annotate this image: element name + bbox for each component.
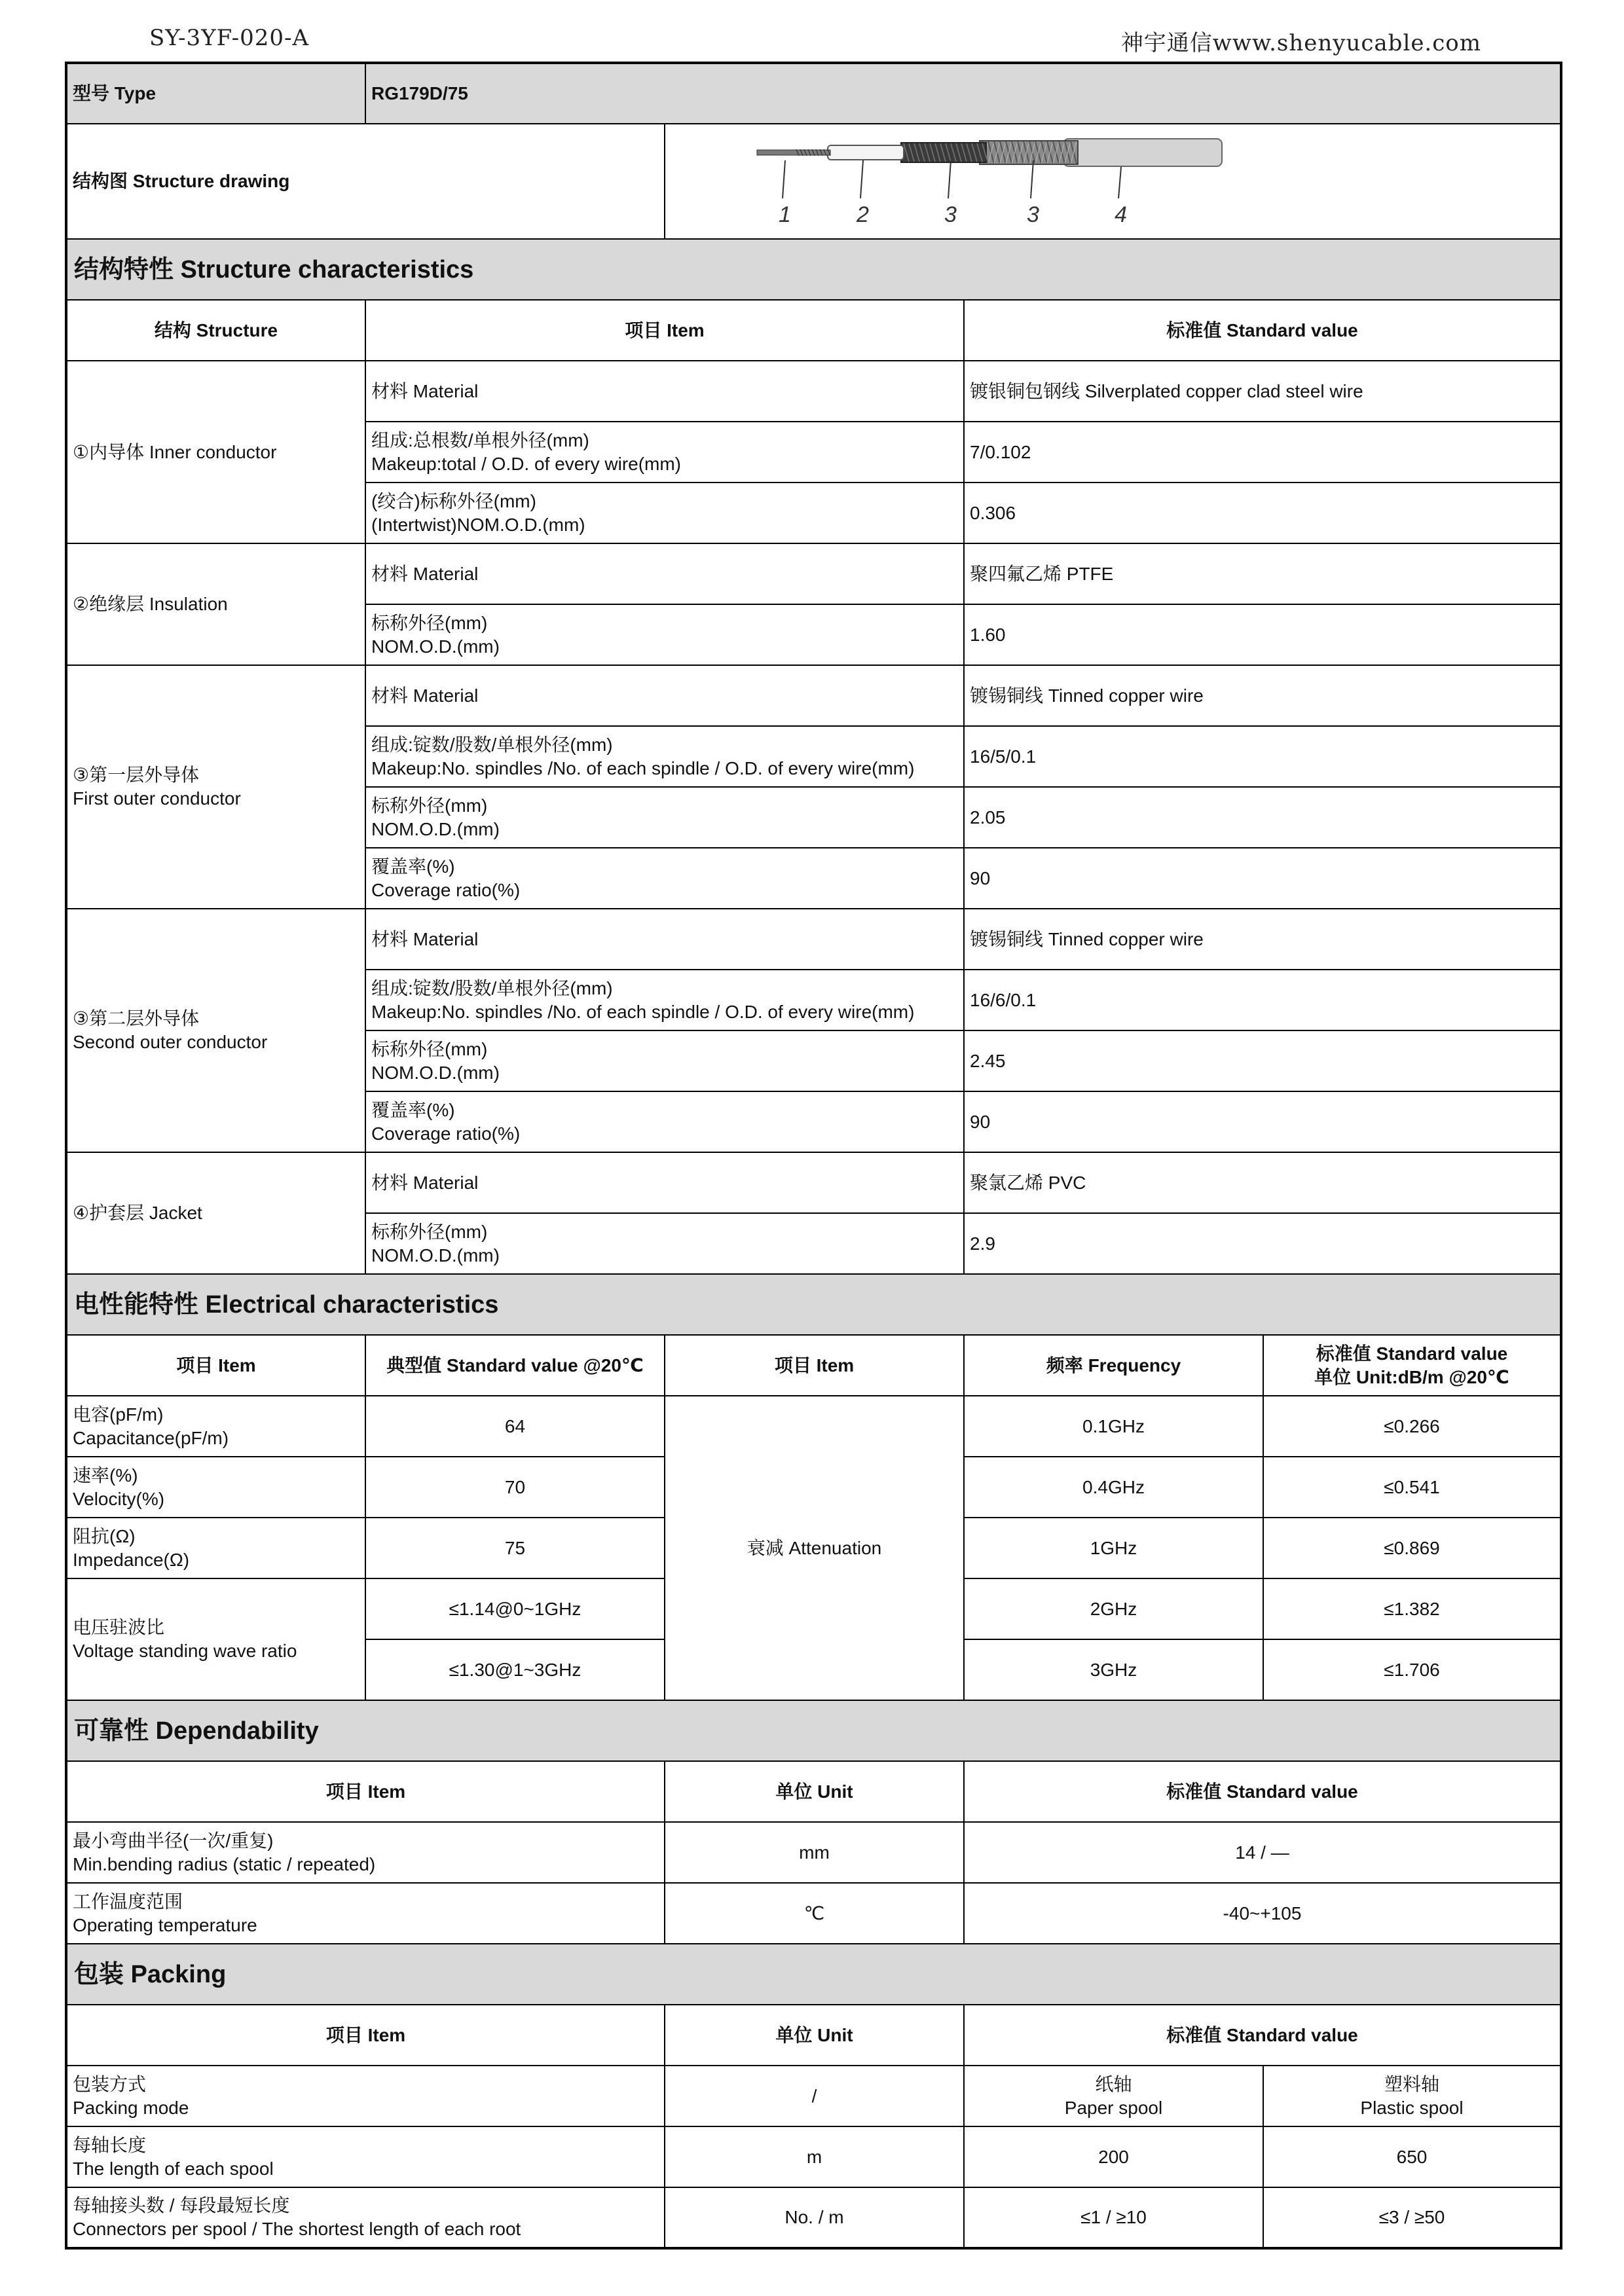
structure-drawing-cell (665, 124, 1561, 239)
structure-item: 标称外径(mm) NOM.O.D.(mm) (365, 1030, 964, 1091)
packing-header-row (66, 2005, 1561, 2066)
attenuation-value: ≤0.266 (1263, 1396, 1561, 1457)
structure-item: 标称外径(mm) NOM.O.D.(mm) (365, 787, 964, 848)
electrical-col-header-1: 项目 Item (66, 1335, 365, 1396)
structure-item: 标称外径(mm) NOM.O.D.(mm) (365, 604, 964, 665)
structure-item: 材料 Material (365, 909, 964, 970)
dependability-item: 最小弯曲半径(一次/重复) Min.bending radius (static / repeated) (66, 1822, 665, 1883)
insulation-layer (828, 145, 904, 160)
structure-row (66, 543, 1561, 604)
electrical-item: 阻抗(Ω) Impedance(Ω) (66, 1518, 365, 1578)
structure-value: 2.05 (964, 787, 1561, 848)
cable-cross-section-drawing (665, 125, 1557, 238)
structure-name: ①内导体 Inner conductor (66, 361, 365, 543)
callout-leader-5 (1118, 167, 1121, 198)
structure-row (66, 909, 1561, 970)
inner-conductor (757, 150, 830, 155)
callout-leader-1 (783, 160, 785, 198)
packing-item: 包装方式 Packing mode (66, 2066, 665, 2126)
packing-value-plastic-spool: 650 (1263, 2126, 1561, 2187)
packing-value-paper-spool: 纸轴 Paper spool (964, 2066, 1263, 2126)
packing-value-paper-spool: 200 (964, 2126, 1263, 2187)
electrical-col-header-3: 项目 Item (665, 1335, 964, 1396)
packing-unit: m (665, 2126, 964, 2187)
dependability-value: -40~+105 (964, 1883, 1561, 1944)
callout-label-1: 1 (779, 202, 791, 227)
dependability-item-header: 项目 Item (66, 1761, 665, 1822)
spec-table-body (66, 63, 1561, 2248)
electrical-value: 64 (365, 1396, 665, 1457)
electrical-col-header-4: 频率 Frequency (964, 1335, 1263, 1396)
vswr-item: 电压驻波比 Voltage standing wave ratio (66, 1578, 365, 1700)
structure-row (66, 361, 1561, 422)
dependability-section-title: 可靠性 Dependability (66, 1700, 1561, 1761)
standard-value-col-header: 标准值 Standard value (964, 300, 1561, 361)
dependability-unit: mm (665, 1822, 964, 1883)
packing-section-title-row (66, 1944, 1561, 2005)
structure-col-header: 结构 Structure (66, 300, 365, 361)
structure-value: 16/6/0.1 (964, 970, 1561, 1030)
structure-value: 镀锡铜线 Tinned copper wire (964, 909, 1561, 970)
attenuation-frequency: 1GHz (964, 1518, 1263, 1578)
electrical-item: 电容(pF/m) Capacitance(pF/m) (66, 1396, 365, 1457)
structure-value: 0.306 (964, 483, 1561, 543)
dependability-value: 14 / — (964, 1822, 1561, 1883)
document-code: SY-3YF-020-A (149, 25, 310, 51)
packing-item-header: 项目 Item (66, 2005, 665, 2066)
structure-item: 覆盖率(%) Coverage ratio(%) (365, 1091, 964, 1152)
structure-name: ③第二层外导体 Second outer conductor (66, 909, 365, 1152)
packing-item: 每轴长度 The length of each spool (66, 2126, 665, 2187)
type-label: 型号 Type (66, 63, 365, 124)
type-row (66, 63, 1561, 124)
structure-item: 组成:总根数/单根外径(mm) Makeup:total / O.D. of every wire(mm) (365, 422, 964, 483)
structure-value: 90 (964, 1091, 1561, 1152)
structure-item: (绞合)标称外径(mm) (Intertwist)NOM.O.D.(mm) (365, 483, 964, 543)
callout-label-5: 4 (1115, 202, 1127, 227)
structure-value: 90 (964, 848, 1561, 909)
packing-value-plastic-spool: ≤3 / ≥50 (1263, 2187, 1561, 2248)
electrical-section-title-row (66, 1274, 1561, 1335)
structure-value: 聚氯乙烯 PVC (964, 1152, 1561, 1213)
electrical-value: 70 (365, 1457, 665, 1518)
dependability-section-title-row (66, 1700, 1561, 1761)
type-value: RG179D/75 (365, 63, 1561, 124)
callout-label-3: 3 (944, 202, 957, 227)
packing-row (66, 2126, 1561, 2187)
structure-section-title-row (66, 239, 1561, 300)
electrical-item: 速率(%) Velocity(%) (66, 1457, 365, 1518)
structure-value: 镀银铜包钢线 Silverplated copper clad steel wire (964, 361, 1561, 422)
packing-unit-header: 单位 Unit (665, 2005, 964, 2066)
structure-value: 1.60 (964, 604, 1561, 665)
attenuation-value: ≤1.706 (1263, 1639, 1561, 1700)
attenuation-frequency: 0.4GHz (964, 1457, 1263, 1518)
structure-value: 7/0.102 (964, 422, 1561, 483)
structure-item: 材料 Material (365, 665, 964, 726)
structure-header-row (66, 300, 1561, 361)
callout-leader-4 (1031, 160, 1033, 198)
packing-value-paper-spool: ≤1 / ≥10 (964, 2187, 1263, 2248)
packing-unit: No. / m (665, 2187, 964, 2248)
dependability-row (66, 1822, 1561, 1883)
electrical-col-header-2: 典型值 Standard value @20℃ (365, 1335, 665, 1396)
packing-value-plastic-spool: 塑料轴 Plastic spool (1263, 2066, 1561, 2126)
packing-section-title: 包装 Packing (66, 1944, 1561, 2005)
structure-row (66, 665, 1561, 726)
attenuation-label: 衰减 Attenuation (665, 1396, 964, 1700)
callout-label-4: 3 (1027, 202, 1039, 227)
packing-item: 每轴接头数 / 每段最短长度 Connectors per spool / The shortest length of each root (66, 2187, 665, 2248)
electrical-header-row (66, 1335, 1561, 1396)
structure-item: 组成:锭数/股数/单根外径(mm) Makeup:No. spindles /No. of each spindle / O.D. of every wire(mm) (365, 970, 964, 1030)
attenuation-value: ≤0.541 (1263, 1457, 1561, 1518)
structure-value: 镀锡铜线 Tinned copper wire (964, 665, 1561, 726)
structure-item: 组成:锭数/股数/单根外径(mm) Makeup:No. spindles /No. of each spindle / O.D. of every wire(mm) (365, 726, 964, 787)
dependability-header-row (66, 1761, 1561, 1822)
electrical-value: 75 (365, 1518, 665, 1578)
brand-website: 神宇通信www.shenyucable.com (1120, 30, 1481, 56)
dependability-row (66, 1883, 1561, 1944)
structure-drawing-label: 结构图 Structure drawing (66, 124, 665, 239)
dependability-unit-header: 单位 Unit (665, 1761, 964, 1822)
structure-name: ②绝缘层 Insulation (66, 543, 365, 665)
structure-item: 材料 Material (365, 1152, 964, 1213)
dependability-value-header: 标准值 Standard value (964, 1761, 1561, 1822)
cable-spec-table (65, 62, 1562, 2250)
structure-value: 2.45 (964, 1030, 1561, 1091)
structure-section-title: 结构特性 Structure characteristics (66, 239, 1561, 300)
dependability-unit: ℃ (665, 1883, 964, 1944)
structure-value: 聚四氟乙烯 PTFE (964, 543, 1561, 604)
structure-item: 覆盖率(%) Coverage ratio(%) (365, 848, 964, 909)
callout-label-2: 2 (857, 202, 869, 227)
structure-item: 标称外径(mm) NOM.O.D.(mm) (365, 1213, 964, 1274)
structure-name: ④护套层 Jacket (66, 1152, 365, 1274)
structure-item: 材料 Material (365, 543, 964, 604)
vswr-value: ≤1.30@1~3GHz (365, 1639, 665, 1700)
structure-drawing-row (66, 124, 1561, 239)
dependability-item: 工作温度范围 Operating temperature (66, 1883, 665, 1944)
attenuation-value: ≤1.382 (1263, 1578, 1561, 1639)
vswr-value: ≤1.14@0~1GHz (365, 1578, 665, 1639)
electrical-col-header-5: 标准值 Standard value 单位 Unit:dB/m @20℃ (1263, 1335, 1561, 1396)
electrical-row (66, 1396, 1561, 1457)
attenuation-frequency: 0.1GHz (964, 1396, 1263, 1457)
callout-leader-3 (948, 160, 951, 198)
callout-leader-2 (860, 160, 863, 198)
electrical-section-title: 电性能特性 Electrical characteristics (66, 1274, 1561, 1335)
packing-value-header: 标准值 Standard value (964, 2005, 1561, 2066)
jacket-layer (1063, 139, 1222, 166)
attenuation-frequency: 3GHz (964, 1639, 1263, 1700)
packing-row (66, 2187, 1561, 2248)
item-col-header: 项目 Item (365, 300, 964, 361)
attenuation-value: ≤0.869 (1263, 1518, 1561, 1578)
packing-row (66, 2066, 1561, 2126)
structure-item: 材料 Material (365, 361, 964, 422)
structure-row (66, 1152, 1561, 1213)
structure-value: 2.9 (964, 1213, 1561, 1274)
structure-value: 16/5/0.1 (964, 726, 1561, 787)
structure-name: ③第一层外导体 First outer conductor (66, 665, 365, 909)
attenuation-frequency: 2GHz (964, 1578, 1263, 1639)
packing-unit: / (665, 2066, 964, 2126)
